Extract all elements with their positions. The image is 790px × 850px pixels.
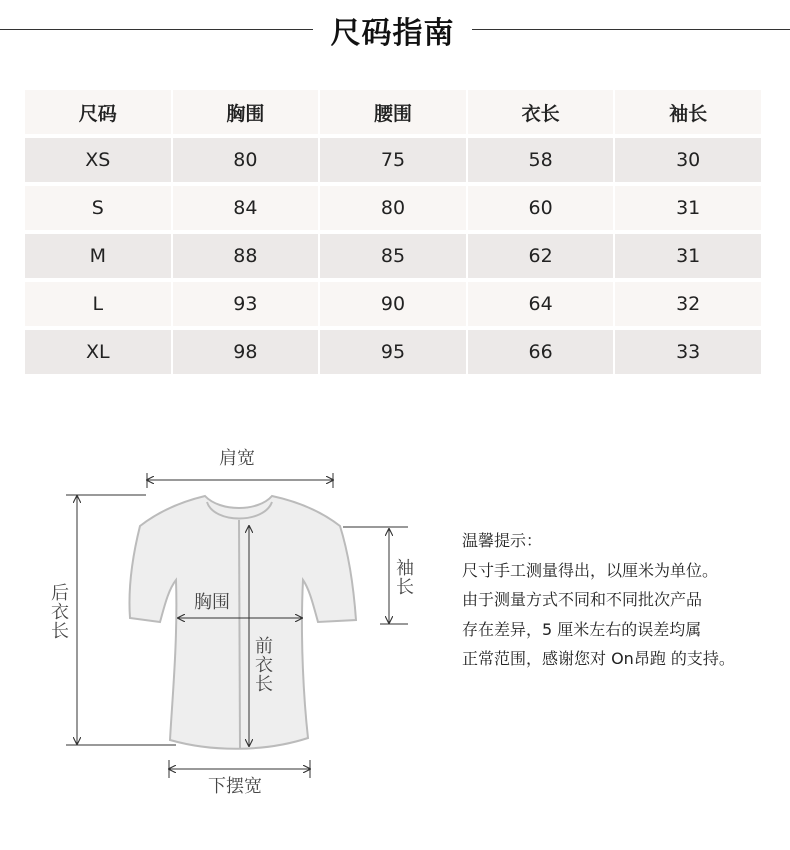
title-bar xyxy=(0,0,790,60)
table-cell: 64 xyxy=(468,282,614,326)
table-cell: S xyxy=(25,186,171,230)
table-cell: 75 xyxy=(320,138,466,182)
table-cell: M xyxy=(25,234,171,278)
table-row xyxy=(25,330,761,374)
notes-line: 存在差异，5 厘米左右的误差均属 xyxy=(462,619,702,639)
table-cell: XL xyxy=(25,330,171,374)
table-header-cell: 袖长 xyxy=(615,90,761,134)
tshirt-center-line xyxy=(239,520,240,748)
measurement-diagram xyxy=(0,440,460,820)
table-cell: L xyxy=(25,282,171,326)
table-cell: 80 xyxy=(173,138,319,182)
tshirt-shape xyxy=(129,496,356,749)
table-cell: 62 xyxy=(468,234,614,278)
table-row xyxy=(25,138,761,182)
page-title: 尺码指南 xyxy=(330,16,455,51)
table-cell: 90 xyxy=(320,282,466,326)
table-header-cell: 衣长 xyxy=(468,90,614,134)
sleeve-length-label: 袖长 xyxy=(396,558,414,598)
table-cell: 31 xyxy=(615,186,761,230)
title-divider-left xyxy=(0,29,313,30)
notes-line: 由于测量方式不同和不同批次产品 xyxy=(462,590,703,609)
title-divider-right xyxy=(472,29,790,30)
table-row xyxy=(25,186,761,230)
chest-label: 胸围 xyxy=(194,592,230,613)
table-cell: 98 xyxy=(173,330,319,374)
shoulder-width-label: 肩宽 xyxy=(219,448,255,469)
table-cell: 33 xyxy=(615,330,761,374)
table-row xyxy=(25,282,761,326)
table-cell: 66 xyxy=(468,330,614,374)
table-cell: 93 xyxy=(173,282,319,326)
table-cell: XS xyxy=(25,138,171,182)
table-cell: 30 xyxy=(615,138,761,182)
notes-heading: 温馨提示： xyxy=(462,531,543,550)
table-header-row xyxy=(25,90,761,134)
notes-line: 尺寸手工测量得出，以厘米为单位。 xyxy=(462,560,719,580)
table-header-cell: 腰围 xyxy=(320,90,466,134)
back-length-label: 后衣长 xyxy=(51,583,69,642)
table-cell: 58 xyxy=(468,138,614,182)
size-table xyxy=(23,86,763,378)
table-cell: 60 xyxy=(468,186,614,230)
front-length-label: 前衣长 xyxy=(255,636,273,695)
size-notes xyxy=(462,526,782,674)
table-cell: 85 xyxy=(320,234,466,278)
table-header-cell: 胸围 xyxy=(173,90,319,134)
table-cell: 88 xyxy=(173,234,319,278)
table-cell: 80 xyxy=(320,186,466,230)
table-row xyxy=(25,234,761,278)
table-cell: 31 xyxy=(615,234,761,278)
table-cell: 32 xyxy=(615,282,761,326)
table-cell: 95 xyxy=(320,330,466,374)
notes-line: 正常范围，感谢您对 On昂跑 的支持。 xyxy=(462,649,735,668)
table-header-cell: 尺码 xyxy=(25,90,171,134)
hem-width-label: 下摆宽 xyxy=(208,776,262,797)
table-cell: 84 xyxy=(173,186,319,230)
